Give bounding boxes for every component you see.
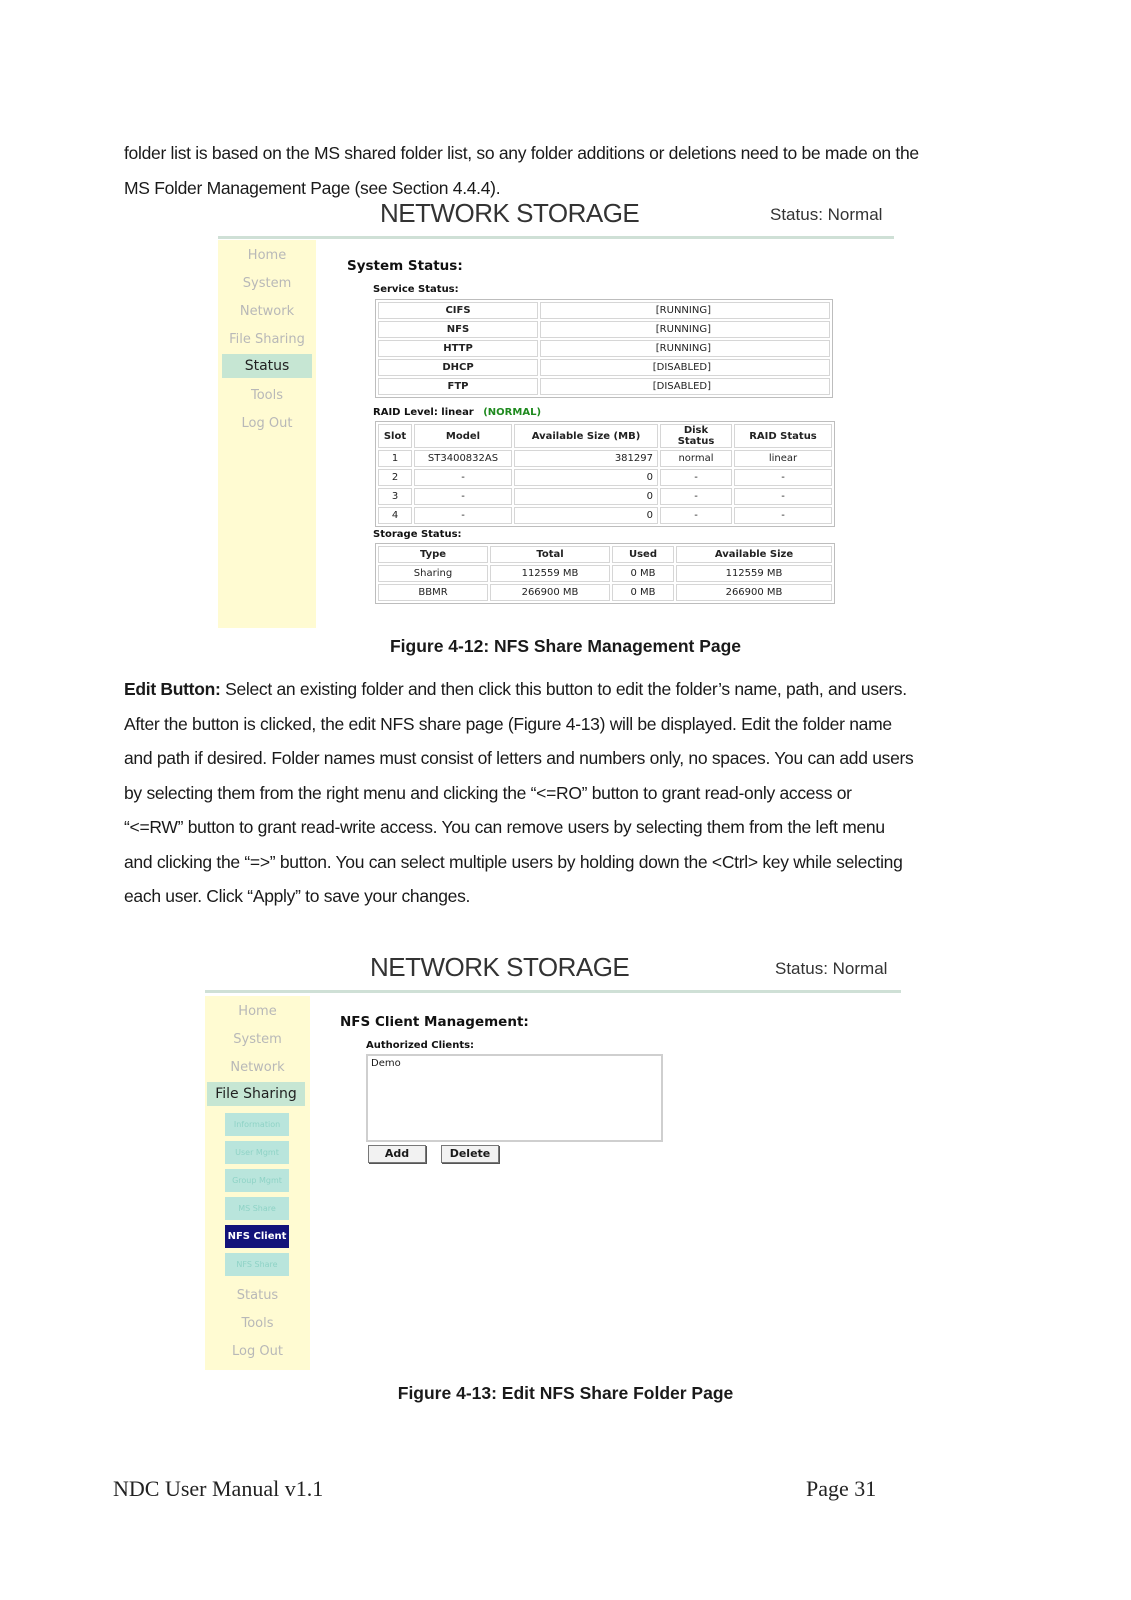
column-header: Type [378,546,488,563]
column-header: RAID Status [734,424,832,448]
nfs-client-management-title: NFS Client Management: [340,1014,529,1030]
brand-title: NETWORK STORAGE [380,198,640,228]
total-cell: 266900 MB [490,584,610,601]
subnav-item-ms-share[interactable]: MS Share [225,1197,289,1220]
body-line: and path if desired. Folder names must consist of letters and numbers only, no spaces. You can add users [124,748,914,768]
service-state: [RUNNING] [540,321,830,338]
nav-item-home[interactable]: Home [238,1004,277,1019]
raid-status-cell: - [734,469,832,486]
table-row [378,469,832,486]
model-cell: - [414,507,512,524]
nav-item-system[interactable]: System [233,1032,282,1047]
figure-caption: Figure 4-12: NFS Share Management Page [389,636,742,656]
subnav-item-information[interactable]: Information [225,1113,289,1136]
footer-manual-title: NDC User Manual v1.1 [113,1476,324,1501]
column-header: Total [490,546,610,563]
type-cell: Sharing [378,565,488,582]
nav-item-network[interactable]: Network [230,1060,285,1075]
body-line: “<=RW” button to grant read-write access. You can remove users by selecting them from the left menu [124,817,885,837]
body-text: Select an existing folder and then click this button to edit the folder’s name, path, and users. [220,679,907,699]
intro-paragraph [124,136,1012,205]
service-status-label: Service Status: [373,284,459,295]
table-row [378,584,832,601]
body-line [124,672,1012,707]
raid-status-cell: linear [734,450,832,467]
figure-caption: Figure 4-13: Edit NFS Share Folder Page [397,1383,734,1403]
table-row [378,507,832,524]
disk-status-cell: - [660,507,732,524]
service-name: NFS [378,321,538,338]
intro-line: folder list is based on the MS shared folder list, so any folder additions or deletions need to be made on the [124,143,919,163]
table-row [378,340,830,357]
subnav-item-group-mgmt[interactable]: Group Mgmt [225,1169,289,1192]
raid-level-text: RAID Level: linear [373,407,474,418]
column-header: Model [414,424,512,448]
type-cell: BBMR [378,584,488,601]
service-state: [DISABLED] [540,359,830,376]
sidebar-nav [218,240,316,628]
column-header: Disk Status [660,424,732,448]
subnav-item-nfs-client[interactable]: NFS Client [225,1225,289,1248]
service-state: [RUNNING] [540,340,830,357]
footer-page-number: Page 31 [806,1476,877,1501]
table-row [378,450,832,467]
disk-status-cell: - [660,488,732,505]
nav-item-file-sharing[interactable]: File Sharing [229,332,305,347]
available-size-cell: 0 [514,488,658,505]
service-status-table [375,299,833,398]
header-divider [205,990,901,993]
nav-item-log-out[interactable]: Log Out [232,1344,283,1359]
nav-item-system[interactable]: System [242,276,292,291]
body-line: After the button is clicked, the edit NFS share page (Figure 4-13) will be displayed. Edit the folder name [124,713,892,734]
authorized-clients-label: Authorized Clients: [366,1040,475,1051]
nav-item-status[interactable]: Status [222,354,312,378]
status-indicator: Status: Normal [770,205,883,224]
body-line: by selecting them from the right menu and clicking the “<=RO” button to grant read-only access or [124,782,852,803]
table-row [378,488,832,505]
raid-level-label [373,407,541,418]
delete-button[interactable]: Delete [441,1145,499,1163]
available-cell: 266900 MB [676,584,832,601]
raid-state: (NORMAL) [483,407,542,418]
raid-table [375,421,835,527]
column-header: Available Size (MB) [514,424,658,448]
service-name: DHCP [378,359,538,376]
raid-status-cell: - [734,488,832,505]
slot-cell: 4 [378,507,412,524]
available-size-cell: 0 [514,469,658,486]
edit-button-lead: Edit Button: [124,679,221,699]
model-cell: ST3400832AS [414,450,512,467]
subnav-item-user-mgmt[interactable]: User Mgmt [225,1141,289,1164]
table-row [378,378,830,395]
column-header: Used [612,546,674,563]
figure-nfs-client-management [205,952,905,1372]
available-size-cell: 0 [514,507,658,524]
column-header: Available Size [676,546,832,563]
client-list-item[interactable]: Demo [371,1058,401,1069]
service-name: FTP [378,378,538,395]
used-cell: 0 MB [612,565,674,582]
nav-item-status[interactable]: Status [236,1288,279,1303]
nav-item-log-out[interactable]: Log Out [241,416,293,431]
table-row [378,565,832,582]
subnav-item-nfs-share[interactable]: NFS Share [225,1253,289,1276]
brand-title: NETWORK STORAGE [370,952,630,982]
slot-cell: 2 [378,469,412,486]
edit-button-paragraph [124,672,1012,914]
available-size-cell: 381297 [514,450,658,467]
slot-cell: 1 [378,450,412,467]
model-cell: - [414,469,512,486]
total-cell: 112559 MB [490,565,610,582]
disk-status-cell: normal [660,450,732,467]
service-state: [RUNNING] [540,302,830,319]
sidebar-nav [205,996,310,1370]
system-status-title: System Status: [347,258,463,274]
model-cell: - [414,488,512,505]
slot-cell: 3 [378,488,412,505]
add-button[interactable]: Add [368,1145,426,1163]
body-line: each user. Click “Apply” to save your changes. [124,886,471,906]
table-row [378,321,830,338]
table-header-row [378,546,832,563]
table-row [378,359,830,376]
header-divider [218,236,894,239]
table-header-row [378,424,832,448]
service-name: HTTP [378,340,538,357]
intro-line: MS Folder Management Page (see Section 4.4.4). [124,177,501,198]
nav-item-home[interactable]: Home [247,248,287,263]
nav-item-file-sharing[interactable]: File Sharing [207,1082,305,1106]
storage-table [375,543,835,604]
body-line: and clicking the “=>” button. You can select multiple users by holding down the <Ctrl> key while selecting [124,851,903,872]
service-name: CIFS [378,302,538,319]
nav-item-network[interactable]: Network [239,304,295,319]
column-header: Slot [378,424,412,448]
nav-item-tools[interactable]: Tools [241,1316,274,1331]
nav-item-tools[interactable]: Tools [250,388,284,403]
table-row [378,302,830,319]
figure-network-storage-status [218,196,898,632]
raid-status-cell: - [734,507,832,524]
used-cell: 0 MB [612,584,674,601]
available-cell: 112559 MB [676,565,832,582]
disk-status-cell: - [660,469,732,486]
service-state: [DISABLED] [540,378,830,395]
storage-status-label: Storage Status: [373,529,462,540]
authorized-clients-listbox[interactable] [366,1054,663,1142]
status-indicator: Status: Normal [775,959,888,978]
